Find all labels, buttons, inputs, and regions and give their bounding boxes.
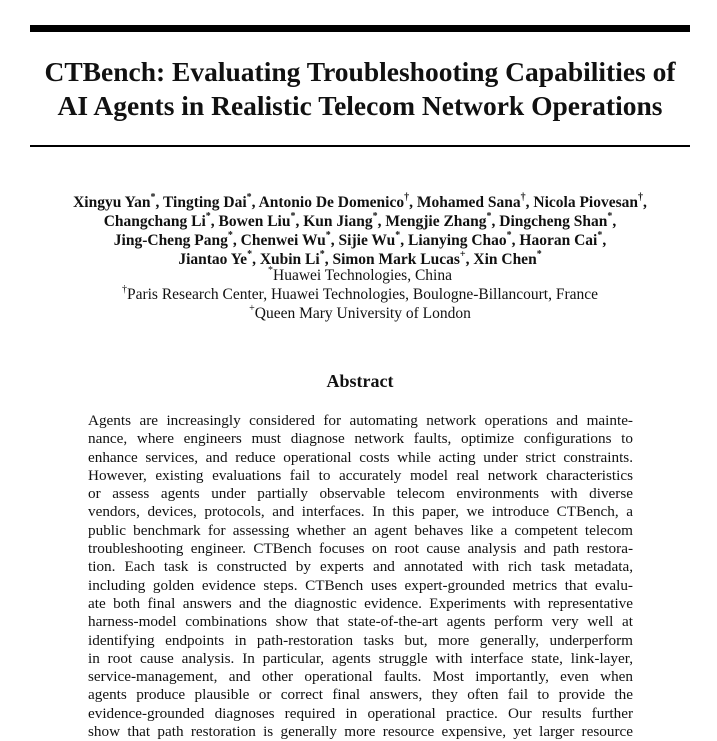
- abstract-line: harness-model combinations show that state-of-the-art agents perform very well at: [88, 613, 633, 631]
- author-list: [30, 193, 690, 269]
- author-line: Jing-Cheng Pang*, Chenwei Wu*, Sijie Wu*, Lianying Chao*, Haoran Cai*,: [113, 229, 607, 249]
- affiliation-mark: *: [268, 264, 273, 276]
- author-affiliation-mark: *: [597, 229, 603, 241]
- author-name: Xubin Li: [259, 251, 320, 268]
- author-affiliation-mark: *: [247, 248, 253, 260]
- author-name: Jiantao Ye: [178, 251, 248, 268]
- abstract-line: identifying endpoints in path-restoration tasks but, more generally, underperform: [88, 631, 633, 649]
- affiliation-line: [30, 285, 690, 304]
- author-affiliation-mark: †: [638, 191, 644, 203]
- abstract-line: evidence-grounded diagnoses required in operational practice. Our results further: [88, 704, 633, 722]
- author-affiliation-mark: †: [404, 191, 410, 203]
- abstract-line: or assess agents under partially observable telecom environments with diverse: [88, 485, 633, 503]
- author-name: Jing-Cheng Pang: [113, 232, 228, 249]
- abstract-line: troubleshooting engineer. CTBench focuses on root cause analysis and path restora-: [88, 540, 633, 558]
- abstract-line: show that path restoration is generally more resource expensive, yet larger resource: [88, 723, 633, 741]
- abstract-line: nance, where engineers must diagnose network faults, optimize configurations to: [88, 430, 633, 448]
- abstract-line: vendors, devices, protocols, and interfaces. In this paper, we introduce CTBench, a: [88, 503, 633, 521]
- abstract-line: ate both final answers and the diagnostic evidence. Experiments with representative: [88, 594, 633, 612]
- abstract-line: in root cause analysis. In particular, agents struggle with interface state, link-layer,: [88, 649, 633, 667]
- author-name: Tingting Dai: [162, 194, 247, 211]
- abstract-line: public benchmark for assessing whether an agent behaves like a competent telecom: [88, 521, 633, 539]
- author-affiliation-mark: *: [325, 229, 331, 241]
- author-line: Changchang Li*, Bowen Liu*, Kun Jiang*, Mengjie Zhang*, Dingcheng Shan*,: [103, 210, 617, 230]
- affiliation-line: [30, 304, 690, 323]
- affiliation-line: [30, 266, 690, 285]
- author-name: Xingyu Yan: [73, 194, 151, 211]
- author-affiliation-mark: *: [506, 229, 512, 241]
- paper-title: [30, 55, 690, 123]
- author-name: Xin Chen: [473, 251, 537, 268]
- affiliation-list: [30, 266, 690, 323]
- author-name: Lianying Chao: [408, 232, 507, 249]
- author-affiliation-mark: *: [290, 210, 296, 222]
- author-name: Haoran Cai: [519, 232, 598, 249]
- abstract-line: tion. Each task is constructed by experts and annotated with rich task metadata,: [88, 558, 633, 576]
- abstract-line: agents produce plausible or correct final answers, they often fail to provide the: [88, 686, 633, 704]
- author-name: Bowen Liu: [218, 213, 291, 230]
- affiliation-mark: +: [249, 302, 255, 314]
- author-affiliation-mark: †: [520, 191, 526, 203]
- author-affiliation-mark: *: [536, 248, 542, 260]
- author-affiliation-mark: *: [150, 191, 156, 203]
- author-name: Sijie Wu: [338, 232, 396, 249]
- author-name: Nicola Piovesan: [533, 194, 639, 211]
- affiliation-mark: †: [121, 283, 127, 295]
- author-name: Chenwei Wu: [240, 232, 326, 249]
- author-affiliation-mark: *: [227, 229, 233, 241]
- author-affiliation-mark: *: [607, 210, 613, 222]
- affiliation-text: Queen Mary University of London: [254, 305, 471, 322]
- author-name: Changchang Li: [103, 213, 206, 230]
- author-name: Antonio De Domenico: [258, 194, 405, 211]
- author-affiliation-mark: *: [372, 210, 378, 222]
- author-name: Kun Jiang: [303, 213, 373, 230]
- abstract-line: service-management, and other operational faults. Most importantly, even when: [88, 668, 633, 686]
- abstract-line: However, existing evaluations fail to accurately model real network characteristics: [88, 466, 633, 484]
- author-affiliation-mark: *: [319, 248, 325, 260]
- author-affiliation-mark: *: [205, 210, 211, 222]
- affiliation-text: Huawei Technologies, China: [273, 267, 452, 284]
- abstract-line: Agents are increasingly considered for automating network operations and mainte-: [88, 412, 633, 429]
- author-name: Mohamed Sana: [416, 194, 521, 211]
- author-name: Simon Mark Lucas: [332, 251, 460, 268]
- author-name: Mengjie Zhang: [385, 213, 487, 230]
- title-line: CTBench: Evaluating Troubleshooting Capabilities of: [44, 56, 676, 87]
- abstract-body: [88, 412, 633, 741]
- title-bottom-rule: [30, 145, 690, 147]
- abstract-heading: Abstract: [326, 371, 394, 391]
- abstract-line: enhance services, and reduce operational costs while acting under strict constraints.: [88, 448, 633, 466]
- author-affiliation-mark: *: [395, 229, 401, 241]
- abstract-line: including golden evidence steps. CTBench uses expert-grounded metrics that evalu-: [88, 576, 633, 594]
- title-line: AI Agents in Realistic Telecom Network Operations: [57, 90, 663, 121]
- author-line: Jiantao Ye*, Xubin Li*, Simon Mark Lucas+, Xin Chen*: [178, 248, 542, 268]
- author-line: Xingyu Yan*, Tingting Dai*, Antonio De Domenico†, Mohamed Sana†, Nicola Piovesan†,: [73, 191, 647, 211]
- author-affiliation-mark: +: [459, 248, 466, 260]
- author-name: Dingcheng Shan: [499, 213, 608, 230]
- title-top-rule: [30, 25, 690, 32]
- author-affiliation-mark: *: [246, 191, 252, 203]
- author-affiliation-mark: *: [486, 210, 492, 222]
- affiliation-text: Paris Research Center, Huawei Technologies, Boulogne-Billancourt, France: [126, 286, 599, 303]
